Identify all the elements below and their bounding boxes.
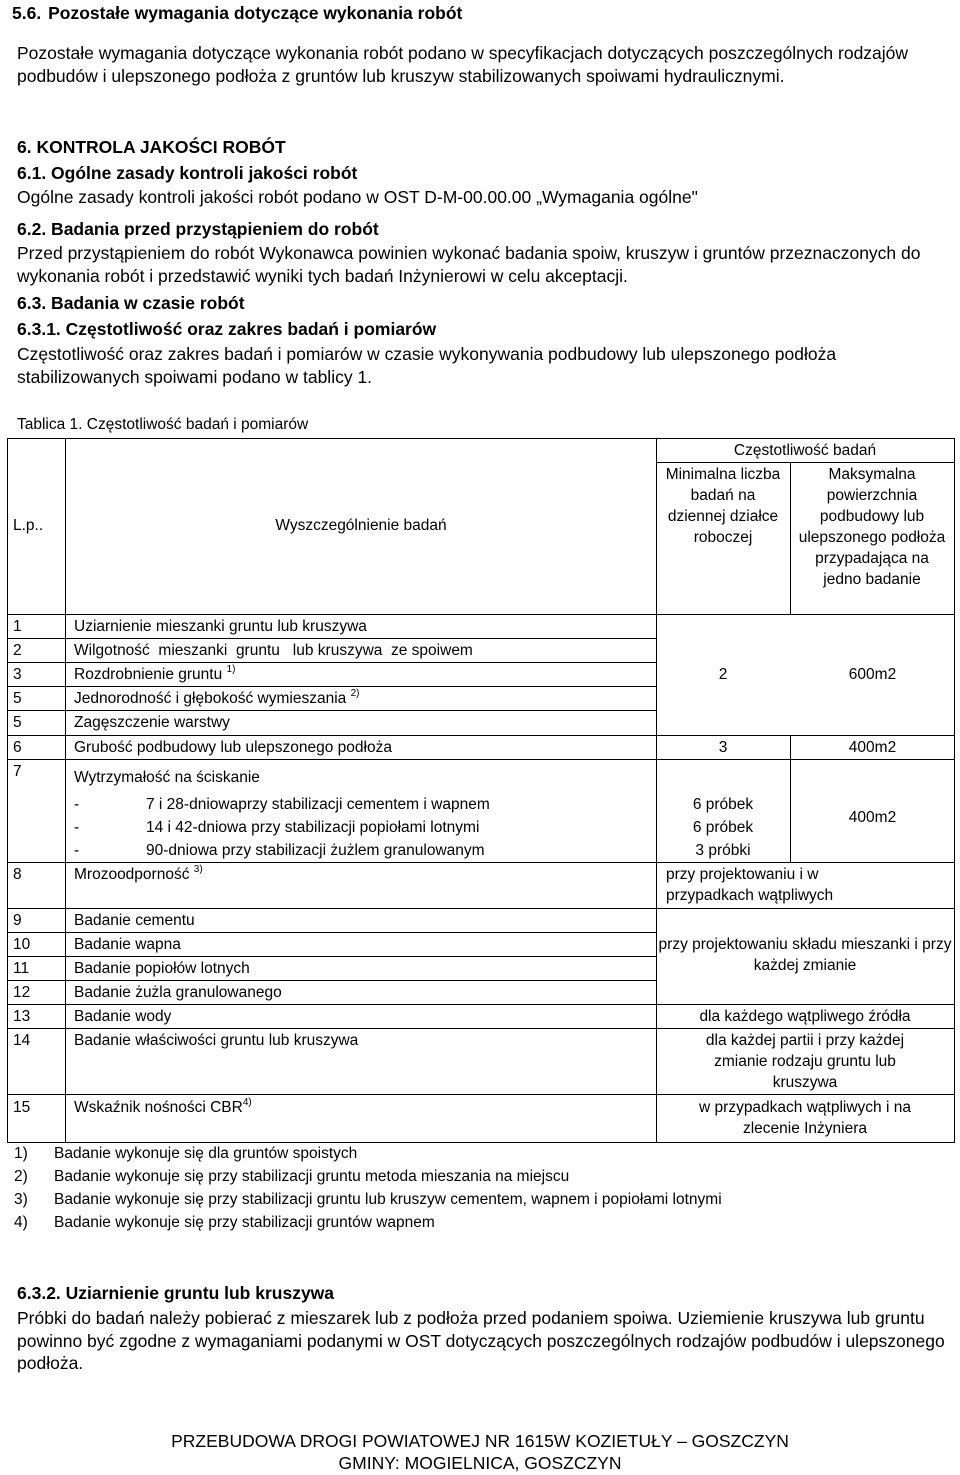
table-border (790, 462, 791, 614)
table-border (656, 438, 657, 1143)
footnote-number: 4) (14, 1214, 28, 1231)
sub-dash: - (74, 842, 80, 859)
section-heading: 6.2. Badania przed przystąpieniem do robót (17, 219, 379, 239)
header-min-tests: Minimalna liczba badań na dziennej działce roboczej (665, 466, 781, 546)
footnote-number: 3) (14, 1191, 28, 1208)
header-frequency: Częstotliwość badań (733, 442, 877, 459)
row-description: Wskaźnik nośności CBR$^{4)}$ (74, 1097, 252, 1116)
row-number: 6 (13, 739, 22, 756)
footer-line-1: PRZEBUDOWA DROGI POWIATOWEJ NR 1615W KOZIETUŁY – GOSZCZYN (171, 1431, 789, 1451)
table-border (7, 686, 657, 687)
max-area-value: 400m2 (848, 809, 897, 826)
row-description: Jednorodność i głębokość wymieszania $^{2)}$ (74, 688, 360, 707)
footer-line-2: GMINY: MOGIELNICA, GOSZCZYN (338, 1453, 622, 1473)
section-heading: 6.3.2. Uziarnienie gruntu lub kruszywa (17, 1283, 335, 1303)
min-tests-value: 6 próbek (692, 796, 754, 813)
section-body: Pozostałe wymagania dotyczące wykonania robót podano w specyfikacjach dotyczących poszczególnych rodzajów podbudów i ulepszonego podłoża z gruntów lub kruszyw stabilizowanych spoiwami hydraulicznymi. (17, 43, 909, 86)
table-border (7, 932, 657, 933)
row-number: 8 (13, 866, 22, 883)
row-number: 9 (13, 912, 22, 929)
frequency-text: dla każdego wątpliwego źródła (699, 1008, 911, 1025)
table-border (954, 438, 955, 1143)
table-border (7, 759, 955, 760)
table-border (7, 862, 955, 863)
footnote-text: Badanie wykonuje się przy stabilizacji gruntu lub kruszyw cementem, wapnem i popiołami lotnymi (54, 1191, 722, 1208)
footnote-number: 1) (14, 1145, 28, 1162)
section-body: Próbki do badań należy pobierać z mieszarek lub z podłoża przed podaniem spoiwa. Uziemienie kruszywa lub gruntu powinno być zgodne z wymaganiami podanymi w OST dotyczących poszczególnych rodzajów podbudów i ulepszonego podłoża. (17, 1308, 945, 1373)
section-heading: 6.3.1. Częstotliwość oraz zakres badań i pomiarów (17, 319, 437, 339)
frequency-text: w przypadkach wątpliwych i na zlecenie Inżyniera (699, 1099, 911, 1137)
table-border (7, 438, 955, 439)
row-description: Grubość podbudowy lub ulepszonego podłoża (74, 739, 392, 756)
row-description: Uziarnienie mieszanki gruntu lub kruszywa (74, 618, 367, 635)
table-border (656, 462, 955, 463)
header-lp: L.p.. (13, 517, 44, 534)
table-border (7, 638, 657, 639)
min-tests-value: 3 próbki (695, 842, 751, 859)
footnote-number: 2) (14, 1168, 28, 1185)
table-border (7, 1094, 955, 1095)
table-border (7, 1028, 955, 1029)
sub-description: 14 i 42-dniowa przy stabilizacji popiołami lotnymi (146, 819, 480, 836)
section-number: 5.6. (12, 3, 42, 23)
row-number: 3 (13, 666, 22, 683)
section-heading: 6.1. Ogólne zasady kontroli jakości robót (17, 163, 358, 183)
section-heading: 6.3. Badania w czasie robót (17, 293, 245, 313)
frequency-text: przy projektowaniu i w przypadkach wątpliwych (666, 866, 834, 904)
row-description: Badanie właściwości gruntu lub kruszywa (74, 1032, 359, 1049)
row-number: 10 (13, 936, 31, 953)
section-body: Ogólne zasady kontroli jakości robót podano w OST D-M-00.00.00 „Wymagania ogólne" (17, 187, 698, 207)
table-border (7, 438, 8, 1143)
footnote-text: Badanie wykonuje się dla gruntów spoistych (54, 1145, 358, 1162)
row-number: 15 (13, 1099, 31, 1116)
min-tests-value: 2 (718, 666, 728, 683)
sub-dash: - (74, 819, 80, 836)
row-description: Badanie wody (74, 1008, 172, 1025)
table-border (7, 614, 955, 615)
min-tests-value: 3 (718, 739, 728, 756)
row-description: Badanie żużla granulowanego (74, 984, 282, 1001)
row-number: 2 (13, 642, 22, 659)
table-border (7, 980, 657, 981)
row-description: Badanie wapna (74, 936, 181, 953)
section-heading: 6. KONTROLA JAKOŚCI ROBÓT (17, 137, 286, 157)
sub-description: 90-dniowa przy stabilizacji żużlem granulowanym (146, 842, 485, 859)
table-border (7, 710, 657, 711)
sub-description: 7 i 28-dniowaprzy stabilizacji cementem i wapnem (146, 796, 490, 813)
footnote-ref: 2) (350, 688, 360, 699)
table-border (65, 438, 66, 1143)
footnote-ref: 1) (226, 664, 236, 675)
row-description: Mrozoodporność $^{3)}$ (74, 864, 203, 883)
sub-dash: - (74, 796, 80, 813)
row-number: 12 (13, 984, 31, 1001)
header-max-area: Maksymalna powierzchnia podbudowy lub ulepszonego podłoża przypadająca na jedno badanie (798, 466, 946, 588)
footnote-text: Badanie wykonuje się przy stabilizacji gruntu metoda mieszania na miejscu (54, 1168, 570, 1185)
section-title: Pozostałe wymagania dotyczące wykonania robót (48, 3, 463, 23)
row-number: 11 (13, 960, 30, 977)
row-description: Zagęszczenie warstwy (74, 714, 230, 731)
section-body: Przed przystąpieniem do robót Wykonawca powinien wykonać badania spoiw, kruszyw i gruntów przeznaczonych do wykonania robót i przedstawić wyniki tych badań Inżynierowi w celu akceptacji. (17, 243, 921, 286)
max-area-value: 400m2 (848, 739, 897, 756)
row-number: 5 (13, 690, 22, 707)
row-description: Wilgotność mieszanki gruntu lub kruszywa ze spoiwem (74, 642, 473, 659)
header-description: Wyszczególnienie badań (275, 517, 447, 534)
frequency-text: dla każdej partii i przy każdej zmianie rodzaju gruntu lub kruszywa (705, 1032, 905, 1091)
max-area-value: 600m2 (848, 666, 897, 683)
footnote-text: Badanie wykonuje się przy stabilizacji gruntów wapnem (54, 1214, 435, 1231)
section-body: Częstotliwość oraz zakres badań i pomiarów w czasie wykonywania podbudowy lub ulepszonego podłoża stabilizowanych spoiwami podano w tablicy 1. (17, 344, 837, 387)
row-number: 14 (13, 1032, 31, 1049)
table-border (7, 956, 657, 957)
row-description: Wytrzymałość na ściskanie (74, 769, 260, 786)
footnote-ref: 4) (242, 1097, 252, 1108)
row-number: 5 (13, 714, 22, 731)
table-border (7, 735, 955, 736)
row-number: 1 (13, 618, 22, 635)
row-description: Rozdrobnienie gruntu $^{1)}$ (74, 664, 236, 683)
table-border (7, 1004, 955, 1005)
table-caption: Tablica 1. Częstotliwość badań i pomiarów (17, 416, 309, 433)
min-tests-value: 6 próbek (692, 819, 754, 836)
row-description: Badanie popiołów lotnych (74, 960, 250, 977)
section-heading (12, 2, 462, 24)
row-number: 13 (13, 1008, 31, 1025)
table-border (7, 662, 657, 663)
row-number: 7 (13, 763, 22, 780)
row-description: Badanie cementu (74, 912, 195, 929)
table-border (7, 908, 955, 909)
frequency-text: przy projektowaniu składu mieszanki i przy każdej zmianie (658, 936, 952, 974)
footnote-ref: 3) (193, 864, 203, 875)
